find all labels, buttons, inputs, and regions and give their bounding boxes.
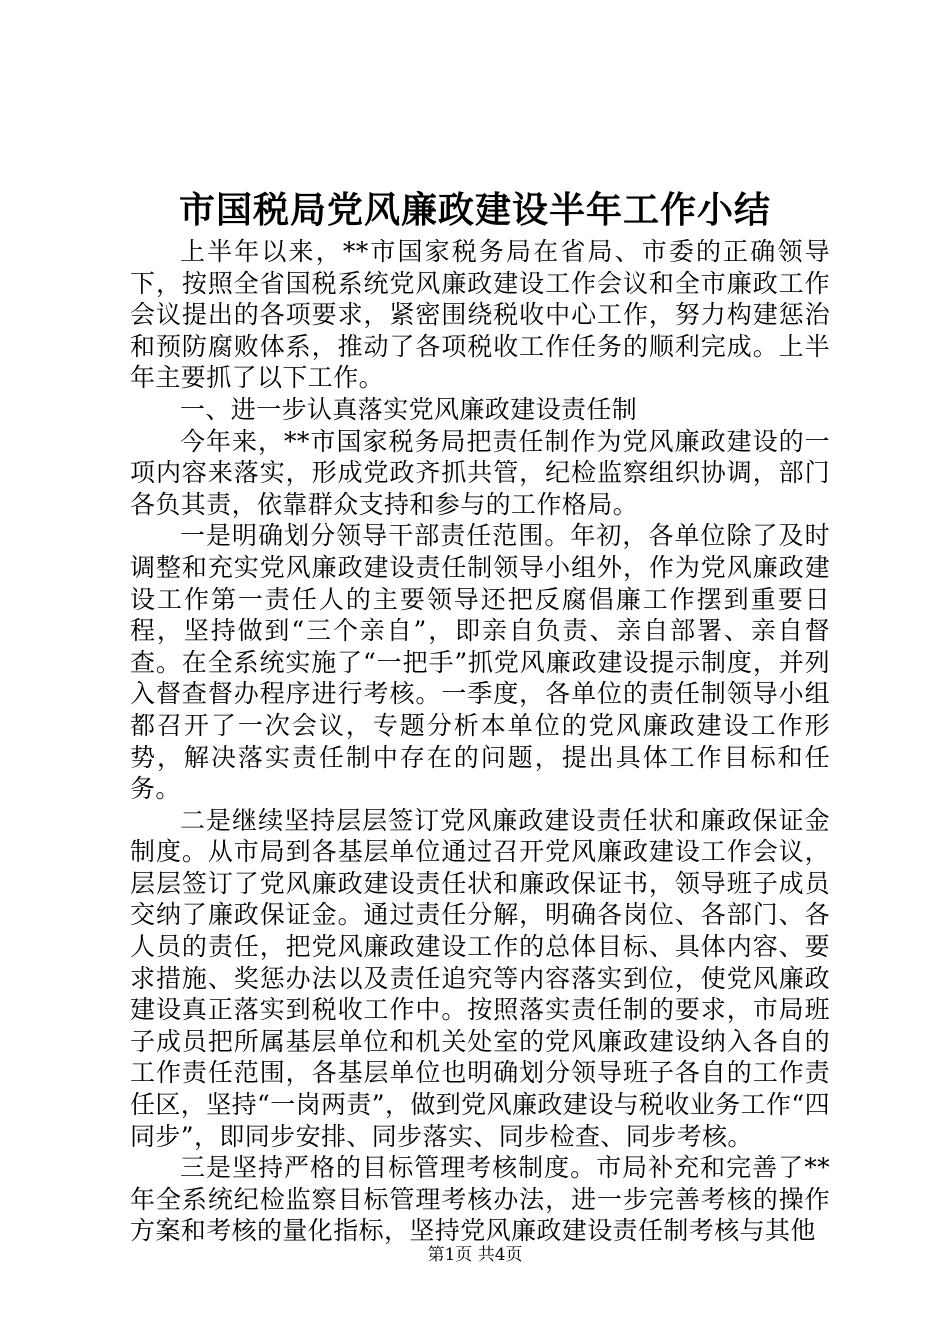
page-number-footer: 第1页 共4页 bbox=[427, 1245, 523, 1265]
section-heading-1: 一、进一步认真落实党风廉政建设责任制 bbox=[180, 394, 638, 424]
document-body bbox=[130, 236, 830, 1247]
paragraph-point-3: 三是坚持严格的目标管理考核制度。市局补充和完善了**年全系统纪检监察目标管理考核办法，进一步完善考核的操作方案和考核的量化指标，坚持党风廉政建设责任制考核与其他 bbox=[130, 1153, 830, 1246]
paragraph-section-1-intro: 今年来，**市国家税务局把责任制作为党风廉政建设的一项内容来落实，形成党政齐抓共管，纪检监察组织协调，部门各负其责，依靠群众支持和参与的工作格局。 bbox=[130, 426, 830, 519]
paragraph-point-2: 二是继续坚持层层签订党风廉政建设责任状和廉政保证金制度。从市局到各基层单位通过召开党风廉政建设工作会议，层层签订了党风廉政建设责任状和廉政保证书，领导班子成员交纳了廉政保证金。通过责任分解，明确各岗位、各部门、各人员的责任，把党风廉政建设工作的总体目标、具体内容、要求措施、奖惩办法以及责任追究等内容落实到位，使党风廉政建设真正落实到税收工作中。按照落实责任制的要求，市局班子成员把所属基层单位和机关处室的党风廉政建设纳入各自的工作责任范围，各基层单位也明确划分领导班子各自的工作责任区，坚持“一岗两责”，做到党风廉政建设与税收业务工作“四同步”，即同步安排、同步落实、同步检查、同步考核。 bbox=[130, 805, 830, 1151]
document-title: 市国税局党风廉政建设半年工作小结 bbox=[178, 189, 771, 231]
paragraph-point-1: 一是明确划分领导干部责任范围。年初，各单位除了及时调整和充实党风廉政建设责任制领导小组外，作为党风廉政建设工作第一责任人的主要领导还把反腐倡廉工作摆到重要日程，坚持做到“三个亲自”，即亲自负责、亲自部署、亲自督查。在全系统实施了“一把手”抓党风廉政建设提示制度，并列入督查督办程序进行考核。一季度，各单位的责任制领导小组都召开了一次会议，专题分析本单位的党风廉政建设工作形势，解决落实责任制中存在的问题，提出具体工作目标和任务。 bbox=[130, 521, 830, 804]
paragraph-intro: 上半年以来，**市国家税务局在省局、市委的正确领导下，按照全省国税系统党风廉政建设工作会议和全市廉政工作会议提出的各项要求，紧密围绕税收中心工作，努力构建惩治和预防腐败体系，推动了各项税收工作任务的顺利完成。上半年主要抓了以下工作。 bbox=[130, 237, 830, 393]
